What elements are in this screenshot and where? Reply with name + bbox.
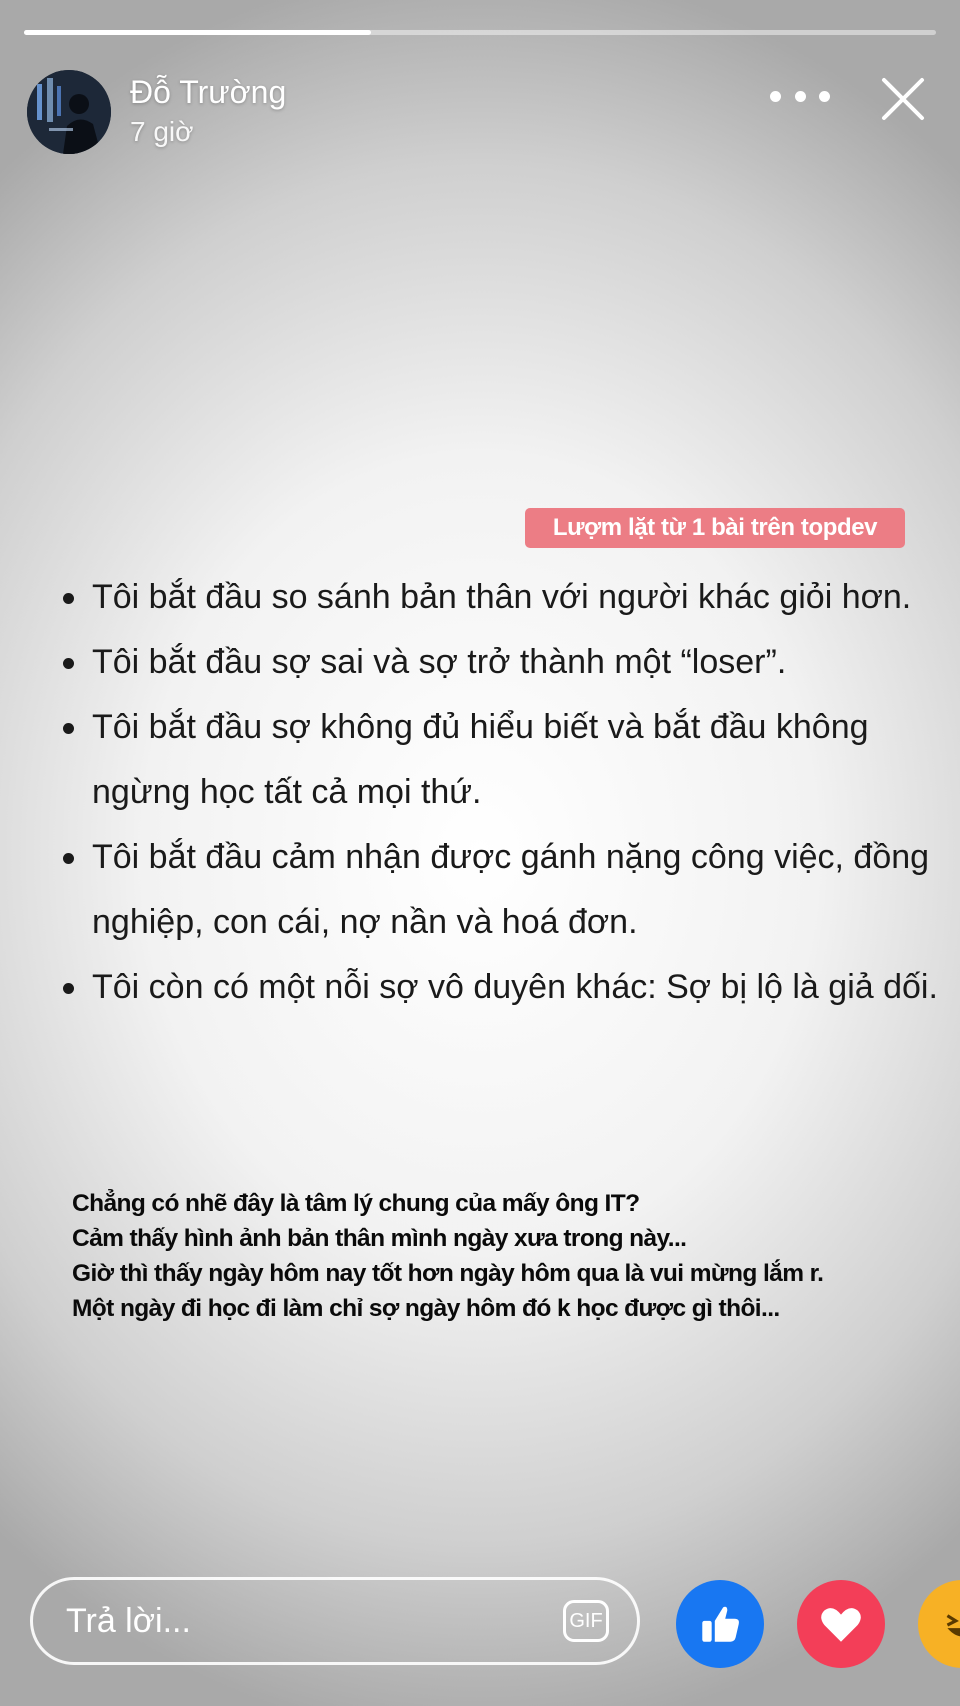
source-badge: Lượm lặt từ 1 bài trên topdev (525, 508, 905, 548)
caption-line: Chẳng có nhẽ đây là tâm lý chung của mấy ông IT? (72, 1190, 640, 1217)
more-options-icon[interactable] (770, 74, 830, 118)
laughing-face-icon (937, 1599, 960, 1649)
thumbs-up-icon (695, 1599, 745, 1649)
author-name[interactable]: Đỗ Trường (130, 74, 287, 110)
haha-reaction-button[interactable] (918, 1580, 960, 1668)
story-progress-bar (24, 30, 936, 35)
heart-icon (816, 1599, 866, 1649)
close-icon[interactable] (878, 74, 928, 124)
dot-icon (770, 91, 781, 102)
reply-placeholder: Trả lời... (66, 1602, 191, 1640)
bullet-item: Tôi bắt đầu sợ sai và sợ trở thành một “loser”. (60, 630, 950, 695)
like-reaction-button[interactable] (676, 1580, 764, 1668)
reply-input[interactable] (30, 1577, 640, 1665)
caption-line: Một ngày đi học đi làm chỉ sợ ngày hôm đó k học được gì thôi... (72, 1295, 780, 1322)
caption-line: Cảm thấy hình ảnh bản thân mình ngày xưa trong này... (72, 1225, 687, 1252)
love-reaction-button[interactable] (797, 1580, 885, 1668)
gif-button[interactable]: GIF (563, 1600, 609, 1642)
story-progress-fill (24, 30, 371, 35)
bullet-item: Tôi bắt đầu so sánh bản thân với người khác giỏi hơn. (60, 565, 950, 630)
bullet-item: Tôi bắt đầu cảm nhận được gánh nặng công việc, đồng nghiệp, con cái, nợ nần và hoá đơn. (60, 825, 950, 955)
avatar[interactable] (27, 70, 111, 154)
bullet-list (60, 565, 950, 1020)
caption-line: Giờ thì thấy ngày hôm nay tốt hơn ngày hôm qua là vui mừng lắm r. (72, 1260, 824, 1287)
dot-icon (795, 91, 806, 102)
bullet-item: Tôi còn có một nỗi sợ vô duyên khác: Sợ bị lộ là giả dối. (60, 955, 950, 1020)
dot-icon (819, 91, 830, 102)
bullet-item: Tôi bắt đầu sợ không đủ hiểu biết và bắt đầu không ngừng học tất cả mọi thứ. (60, 695, 950, 825)
post-time: 7 giờ (130, 116, 194, 147)
story-caption (72, 1186, 932, 1326)
